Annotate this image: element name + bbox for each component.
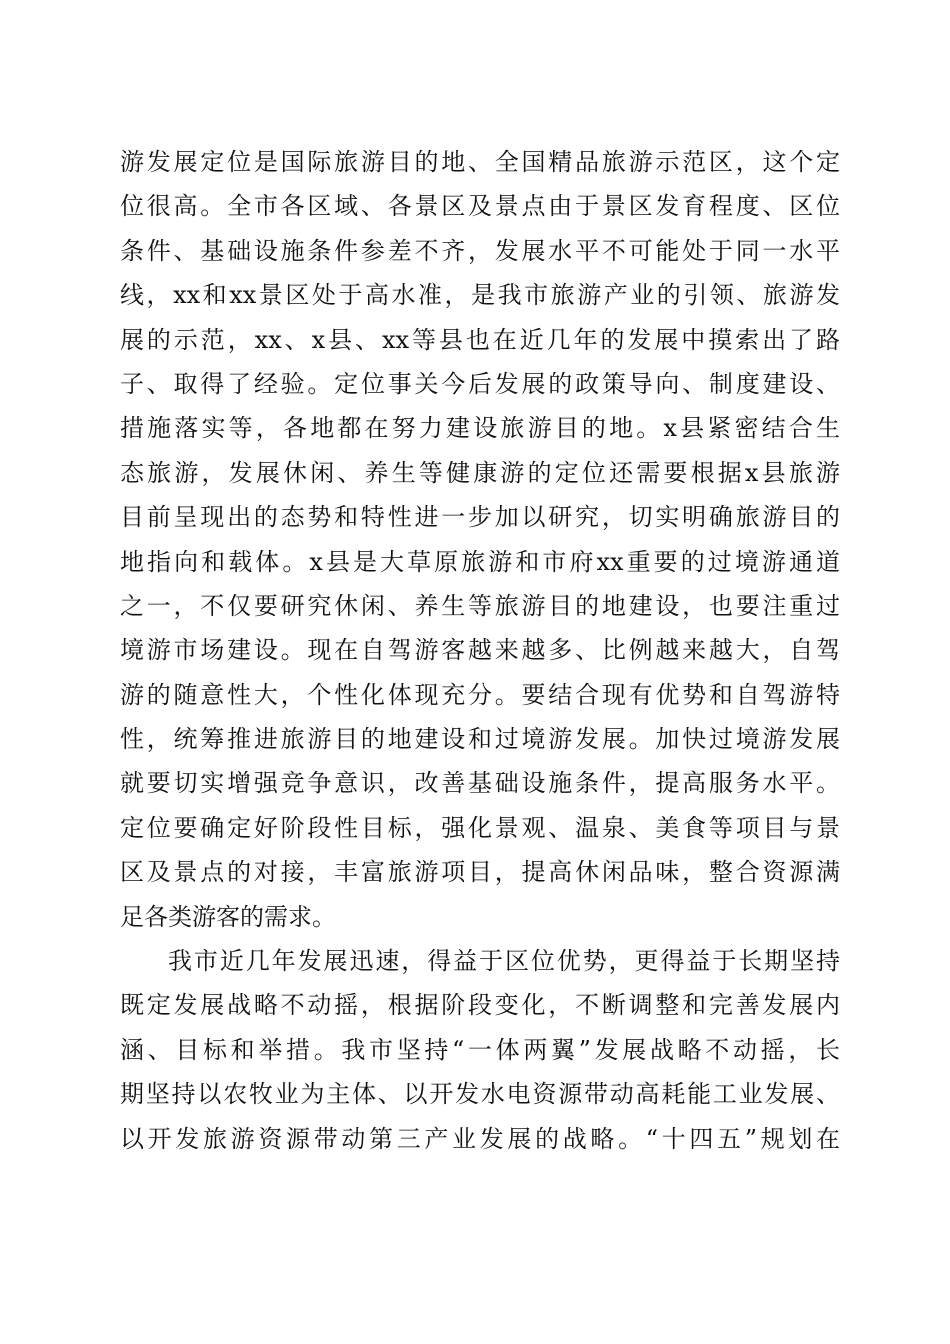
paragraph-line: 既定发展战略不动摇，根据阶段变化，不断调整和完善发展内 <box>120 991 840 1020</box>
paragraph-line: 期坚持以农牧业为主体、以开发水电资源带动高耗能工业发展、 <box>120 1080 840 1109</box>
paragraph-line: 足各类游客的需求。 <box>120 902 336 931</box>
paragraph-line: 游的随意性大，个性化体现充分。要结合现有优势和自驾游特 <box>120 680 840 709</box>
paragraph-line: 地指向和载体。x县是大草原旅游和市府xx重要的过境游通道 <box>120 547 840 576</box>
paragraph-line: 游发展定位是国际旅游目的地、全国精品旅游示范区，这个定 <box>120 148 840 176</box>
paragraph-line: 线，xx和xx景区处于高水准，是我市旅游产业的引领、旅游发 <box>120 281 840 310</box>
paragraph-line: 条件、基础设施条件参差不齐，发展水平不可能处于同一水平 <box>120 236 840 265</box>
paragraph-line: 性，统筹推进旅游目的地建设和过境游发展。加快过境游发展 <box>120 725 840 754</box>
paragraph-line: 就要切实增强竞争意识，改善基础设施条件，提高服务水平。 <box>120 769 840 798</box>
paragraph-line: 以开发旅游资源带动第三产业发展的战略。“十四五”规划在 <box>120 1124 840 1153</box>
paragraph-line: 定位要确定好阶段性目标，强化景观、温泉、美食等项目与景 <box>120 813 840 842</box>
paragraph-line: 涵、目标和举措。我市坚持“一体两翼”发展战略不动摇，长 <box>120 1035 840 1064</box>
paragraph-line: 境游市场建设。现在自驾游客越来越多、比例越来越大，自驾 <box>120 636 840 665</box>
paragraph-line: 之一，不仅要研究休闲、养生等旅游目的地建设，也要注重过 <box>120 591 840 620</box>
paragraph-line: 展的示范，xx、x县、xx等县也在近几年的发展中摸索出了路 <box>120 325 840 354</box>
paragraph-1 <box>120 140 840 939</box>
paragraph-line: 我市近几年发展迅速，得益于区位优势，更得益于长期坚持 <box>168 947 840 976</box>
paragraph-line: 目前呈现出的态势和特性进一步加以研究，切实明确旅游目的 <box>120 503 840 532</box>
paragraph-line: 态旅游，发展休闲、养生等健康游的定位还需要根据x县旅游 <box>120 458 840 487</box>
paragraph-2 <box>120 939 840 1161</box>
body-text <box>120 140 840 1161</box>
paragraph-line: 子、取得了经验。定位事关今后发展的政策导向、制度建设、 <box>120 369 840 398</box>
paragraph-line: 位很高。全市各区域、各景区及景点由于景区发育程度、区位 <box>120 192 840 221</box>
paragraph-line: 措施落实等，各地都在努力建设旅游目的地。x县紧密结合生 <box>120 414 840 443</box>
paragraph-line: 区及景点的对接，丰富旅游项目，提高休闲品味，整合资源满 <box>120 858 840 887</box>
